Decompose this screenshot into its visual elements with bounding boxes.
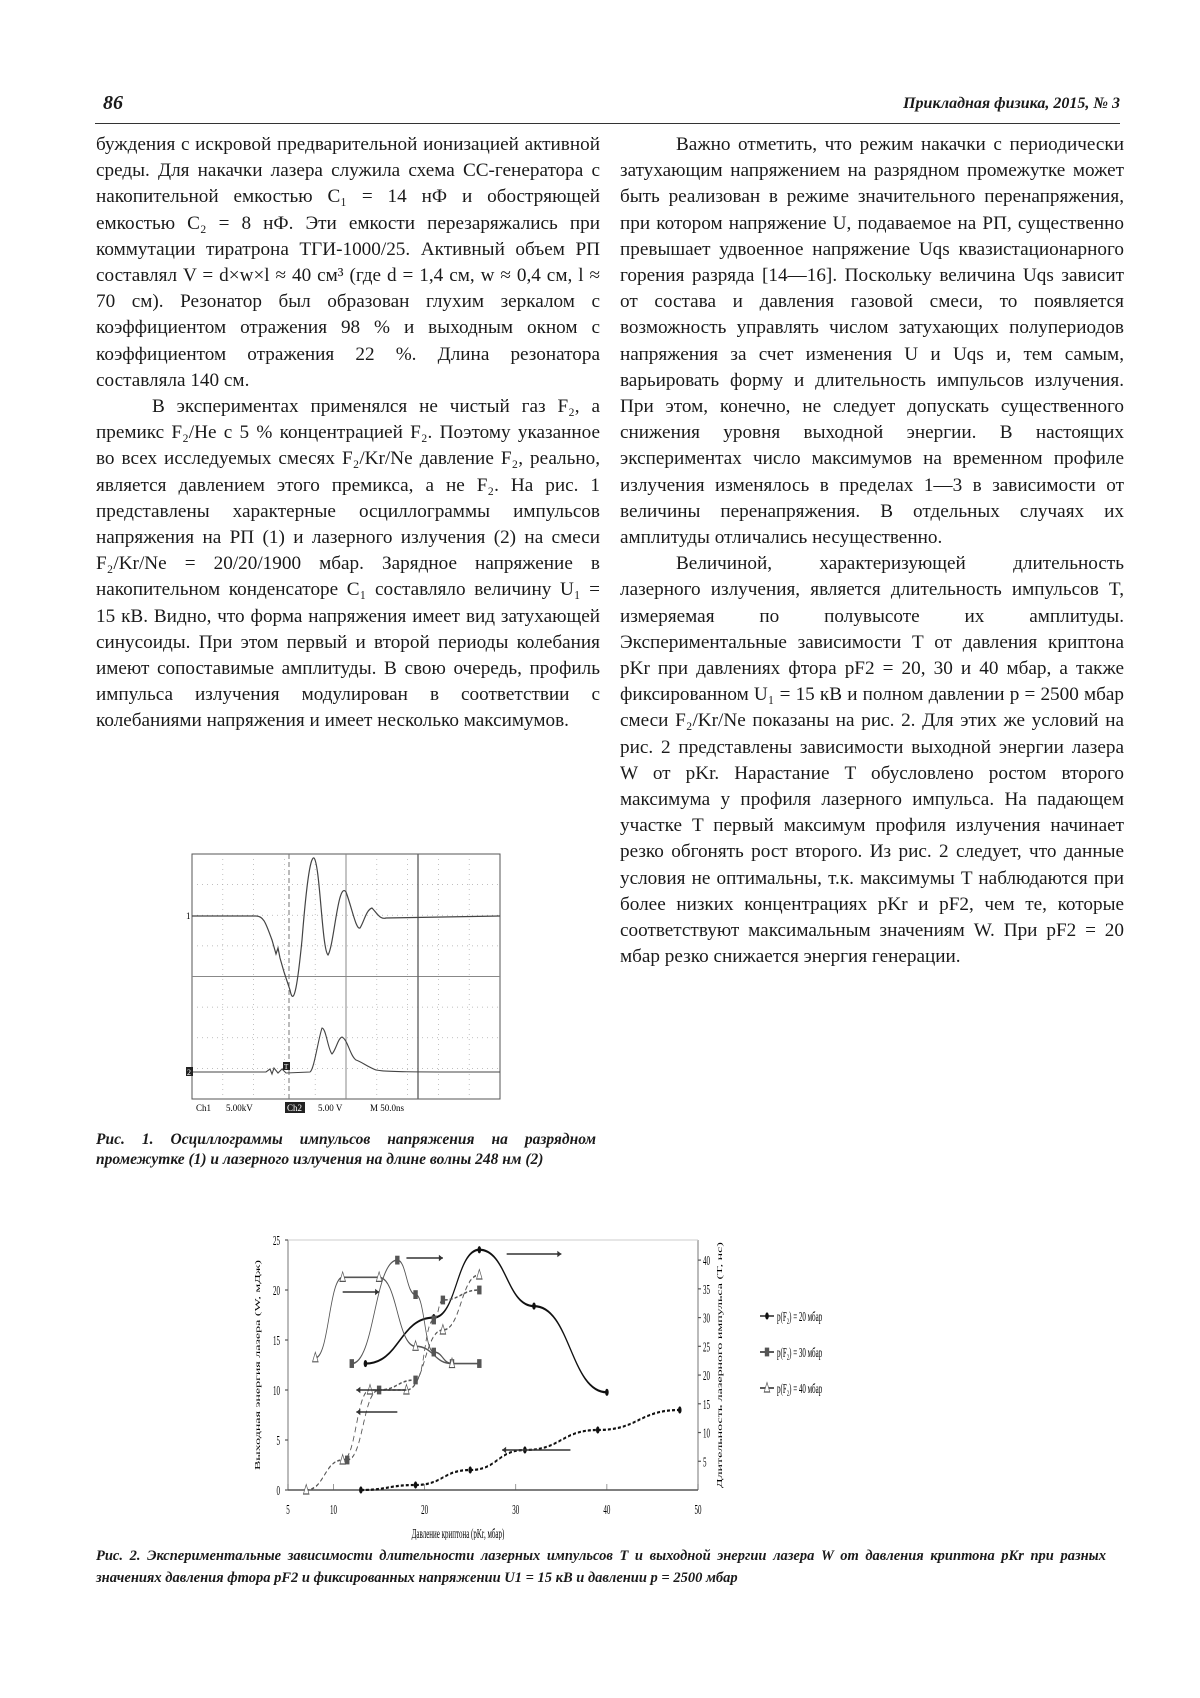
data-point-square	[477, 1359, 481, 1368]
data-point-diamond	[364, 1360, 368, 1367]
channel-2-marker: 2	[187, 1068, 191, 1077]
legend-item	[760, 1346, 823, 1361]
journal-title: Прикладная физика, 2015, № 3	[903, 95, 1120, 112]
data-point-square	[413, 1290, 417, 1299]
data-point-square	[441, 1296, 445, 1305]
series-line	[306, 1275, 479, 1490]
annotation-arrow	[343, 1289, 379, 1295]
y2-tick-label: 10	[703, 1426, 710, 1442]
x-tick-label: 40	[603, 1502, 611, 1518]
y2-tick-label: 40	[703, 1253, 710, 1269]
x-tick-label: 30	[512, 1502, 520, 1518]
y2-axis-label: Длительность лазерного импульса (T, нс)	[716, 1242, 724, 1488]
series-4	[345, 1286, 482, 1465]
data-point-diamond	[532, 1302, 536, 1309]
y2-tick-label: 5	[703, 1454, 707, 1471]
series-1	[350, 1256, 482, 1368]
right-column	[620, 132, 1124, 971]
data-point-triangle	[367, 1384, 373, 1394]
data-point-diamond	[605, 1389, 609, 1396]
series-5	[303, 1269, 482, 1494]
y-axis-label: Выходная энергия лазера (W, мДж)	[254, 1259, 262, 1471]
x-tick-label: 10	[330, 1502, 338, 1518]
x-axis-label: Давление криптона (pKr, мбар)	[411, 1526, 505, 1540]
y-tick-label: 15	[273, 1333, 280, 1349]
x-tick-label: 50	[694, 1502, 702, 1518]
trigger-marker: T	[284, 1063, 289, 1071]
data-point-square	[395, 1256, 399, 1265]
data-point-diamond	[468, 1466, 472, 1473]
figure-1-caption: Рис. 1. Осциллограммы импульсов напряжения на разрядном промежутке (1) и лазерного излучения на длине волны 248 нм (2)	[96, 1131, 596, 1168]
paragraph: Величиной, характеризующей длительность лазерного излучения, является длительность импульсов T, измеряемая по полувысоте их амплитуды. Экспериментальные зависимости T от давления криптона pKr при давлениях фтора pF2 = 20, 30 и 40 мбар, а также фиксированном U₁ = 15 кВ и полном давлении p = 2500 мбар смеси F₂/Kr/Ne показаны на рис. 2. Для этих же условий на рис. 2 представлены зависимости выходной энергии лазера W от pKr. Нарастание T обусловлено ростом второго максимума у профиля лазерного импульса. На падающем участке T первый максимум профиля излучения начинает резко обгонять рост второго. Из рис. 2 следует, что данные условия не оптимальны, т.к. максимумы T наблюдаются при более низких концентрациях pKr и pF2, чем те, которые соответствуют максимальным значениям W. При pF2 = 20 мбар резко снижается энергия генерации.	[620, 553, 1124, 968]
data-point-triangle	[764, 1382, 770, 1392]
data-point-square	[432, 1316, 436, 1325]
timebase: M 50.0ns	[370, 1103, 405, 1113]
y2-tick-label: 25	[703, 1339, 710, 1356]
chart-series	[303, 1246, 681, 1494]
ch1-scale: 5.00kV	[226, 1103, 253, 1113]
annotation-arrow	[502, 1447, 570, 1453]
series-line	[347, 1290, 479, 1460]
y-tick-label: 0	[276, 1483, 280, 1499]
chart-svg	[240, 1220, 960, 1540]
left-column	[96, 132, 600, 735]
legend-item	[760, 1310, 823, 1325]
legend-label: p(F₂) = 40 мбар	[777, 1381, 823, 1397]
x-tick-label: 5	[286, 1502, 290, 1518]
page-number: 86	[103, 92, 123, 114]
annotation-arrow	[356, 1387, 406, 1393]
legend-label: p(F₂) = 30 мбар	[777, 1345, 823, 1361]
y2-tick-label: 20	[703, 1368, 710, 1384]
x-tick-label: 20	[421, 1502, 429, 1518]
paragraph: буждения с искровой предварительной ионизацией активной среды. Для накачки лазера служила схема CC-генератора с накопительной емкостью C₁ = 14 нФ и обостряющей емкостью C₂ = 8 нФ. Эти емкости перезаряжались при коммутации тиратрона ТГИ-1000/25. Активный объем РП составлял V = d×w×l ≈ 40 см³ (где d = 1,4 см, w ≈ 0,4 см, l ≈ 70 см). Резонатор был образован глухим зеркалом с коэффициентом отражения 98 % и выходным окном с коэффициентом отражения 22 %. Длина резонатора составляла 140 см.	[96, 134, 600, 391]
oscilloscope-screen	[186, 850, 506, 1118]
figure-2-caption: Рис. 2. Экспериментальные зависимости длительности лазерных импульсов T и выходной энергии лазера W от давления криптона pKr при разных значениях давления фтора pF2 и фиксированных напряжении U1 = 15 кВ и давлении p = 2500 мбар	[96, 1548, 1106, 1586]
data-point-diamond	[596, 1426, 600, 1433]
ch2-label: Ch2	[287, 1103, 303, 1113]
header-rule	[95, 123, 1120, 124]
series-line	[365, 1250, 606, 1393]
data-point-square	[477, 1286, 481, 1295]
page-header	[95, 92, 1120, 120]
figure-1-oscillogram	[186, 850, 506, 1118]
data-point-square	[765, 1348, 769, 1357]
y2-tick-label: 15	[703, 1397, 710, 1413]
figure-2-chart	[240, 1220, 960, 1540]
y-tick-label: 25	[273, 1233, 280, 1249]
data-point-triangle	[477, 1269, 483, 1279]
ch2-scale: 5.00 V	[318, 1103, 343, 1113]
chart-legend	[760, 1310, 823, 1397]
series-0	[364, 1246, 609, 1396]
data-point-diamond	[678, 1406, 682, 1413]
y2-tick-label: 30	[703, 1311, 710, 1327]
annotation-arrow	[507, 1251, 562, 1257]
data-point-diamond	[765, 1312, 769, 1319]
data-point-diamond	[478, 1246, 482, 1253]
annotation-arrow	[356, 1409, 397, 1415]
y2-tick-label: 35	[703, 1282, 710, 1298]
legend-item	[760, 1382, 823, 1397]
data-point-diamond	[359, 1486, 363, 1493]
legend-label: p(F₂) = 20 мбар	[777, 1309, 823, 1325]
channel-1-marker: 1	[186, 911, 191, 921]
y-tick-label: 10	[273, 1383, 280, 1399]
ch1-label: Ch1	[196, 1103, 212, 1113]
data-point-diamond	[414, 1481, 418, 1488]
data-point-square	[350, 1359, 354, 1368]
y-tick-label: 5	[276, 1433, 280, 1449]
paragraph: Важно отметить, что режим накачки с периодически затухающим напряжением на разрядном промежутке может быть реализован в режиме значительного перенапряжения, при котором напряжение U, подаваемое на РП, существенно превышает удвоенное напряжение Uqs квазистационарного горения разряда [14—16]. Поскольку величина Uqs зависит от состава и давления газовой смеси, то появляется возможность управлять числом затухающих полупериодов напряжения за счет изменения U и Uqs и, тем самым, варьировать форму и длительность импульсов излучения. При этом, конечно, не следует допускать существенного снижения уровня выходной энергии. В настоящих экспериментах число максимумов на временном профиле излучения изменялось в пределах 1—3 в зависимости от величины перенапряжения. В отдельных случаях их амплитуды отличались несущественно.	[620, 134, 1124, 549]
chart-axes	[273, 1234, 710, 1518]
y-tick-label: 20	[273, 1283, 280, 1299]
annotation-arrow	[406, 1255, 442, 1261]
paragraph: В экспериментах применялся не чистый газ F₂, а премикс F₂/He с 5 % концентрацией F₂. Поэтому указанное во всех исследуемых смесях F₂/Kr/Ne давление F₂, реально, является давлением этого премикса, а не F₂. На рис. 1 представлены характерные осциллограммы импульсов напряжения на РП (1) и лазерного излучения (2) на смеси F₂/Kr/Ne = 20/20/1900 мбар. Зарядное напряжение в накопительном конденсаторе C₁ составляло величину U₁ = 15 кВ. Видно, что форма напряжения имеет вид затухающей синусоиды. При этом первый и второй периоды колебания имеют сопоставимые амплитуды. В свою очередь, профиль импульса излучения модулирован в соответствии с колебаниями напряжения и имеет несколько максимумов.	[96, 396, 600, 732]
